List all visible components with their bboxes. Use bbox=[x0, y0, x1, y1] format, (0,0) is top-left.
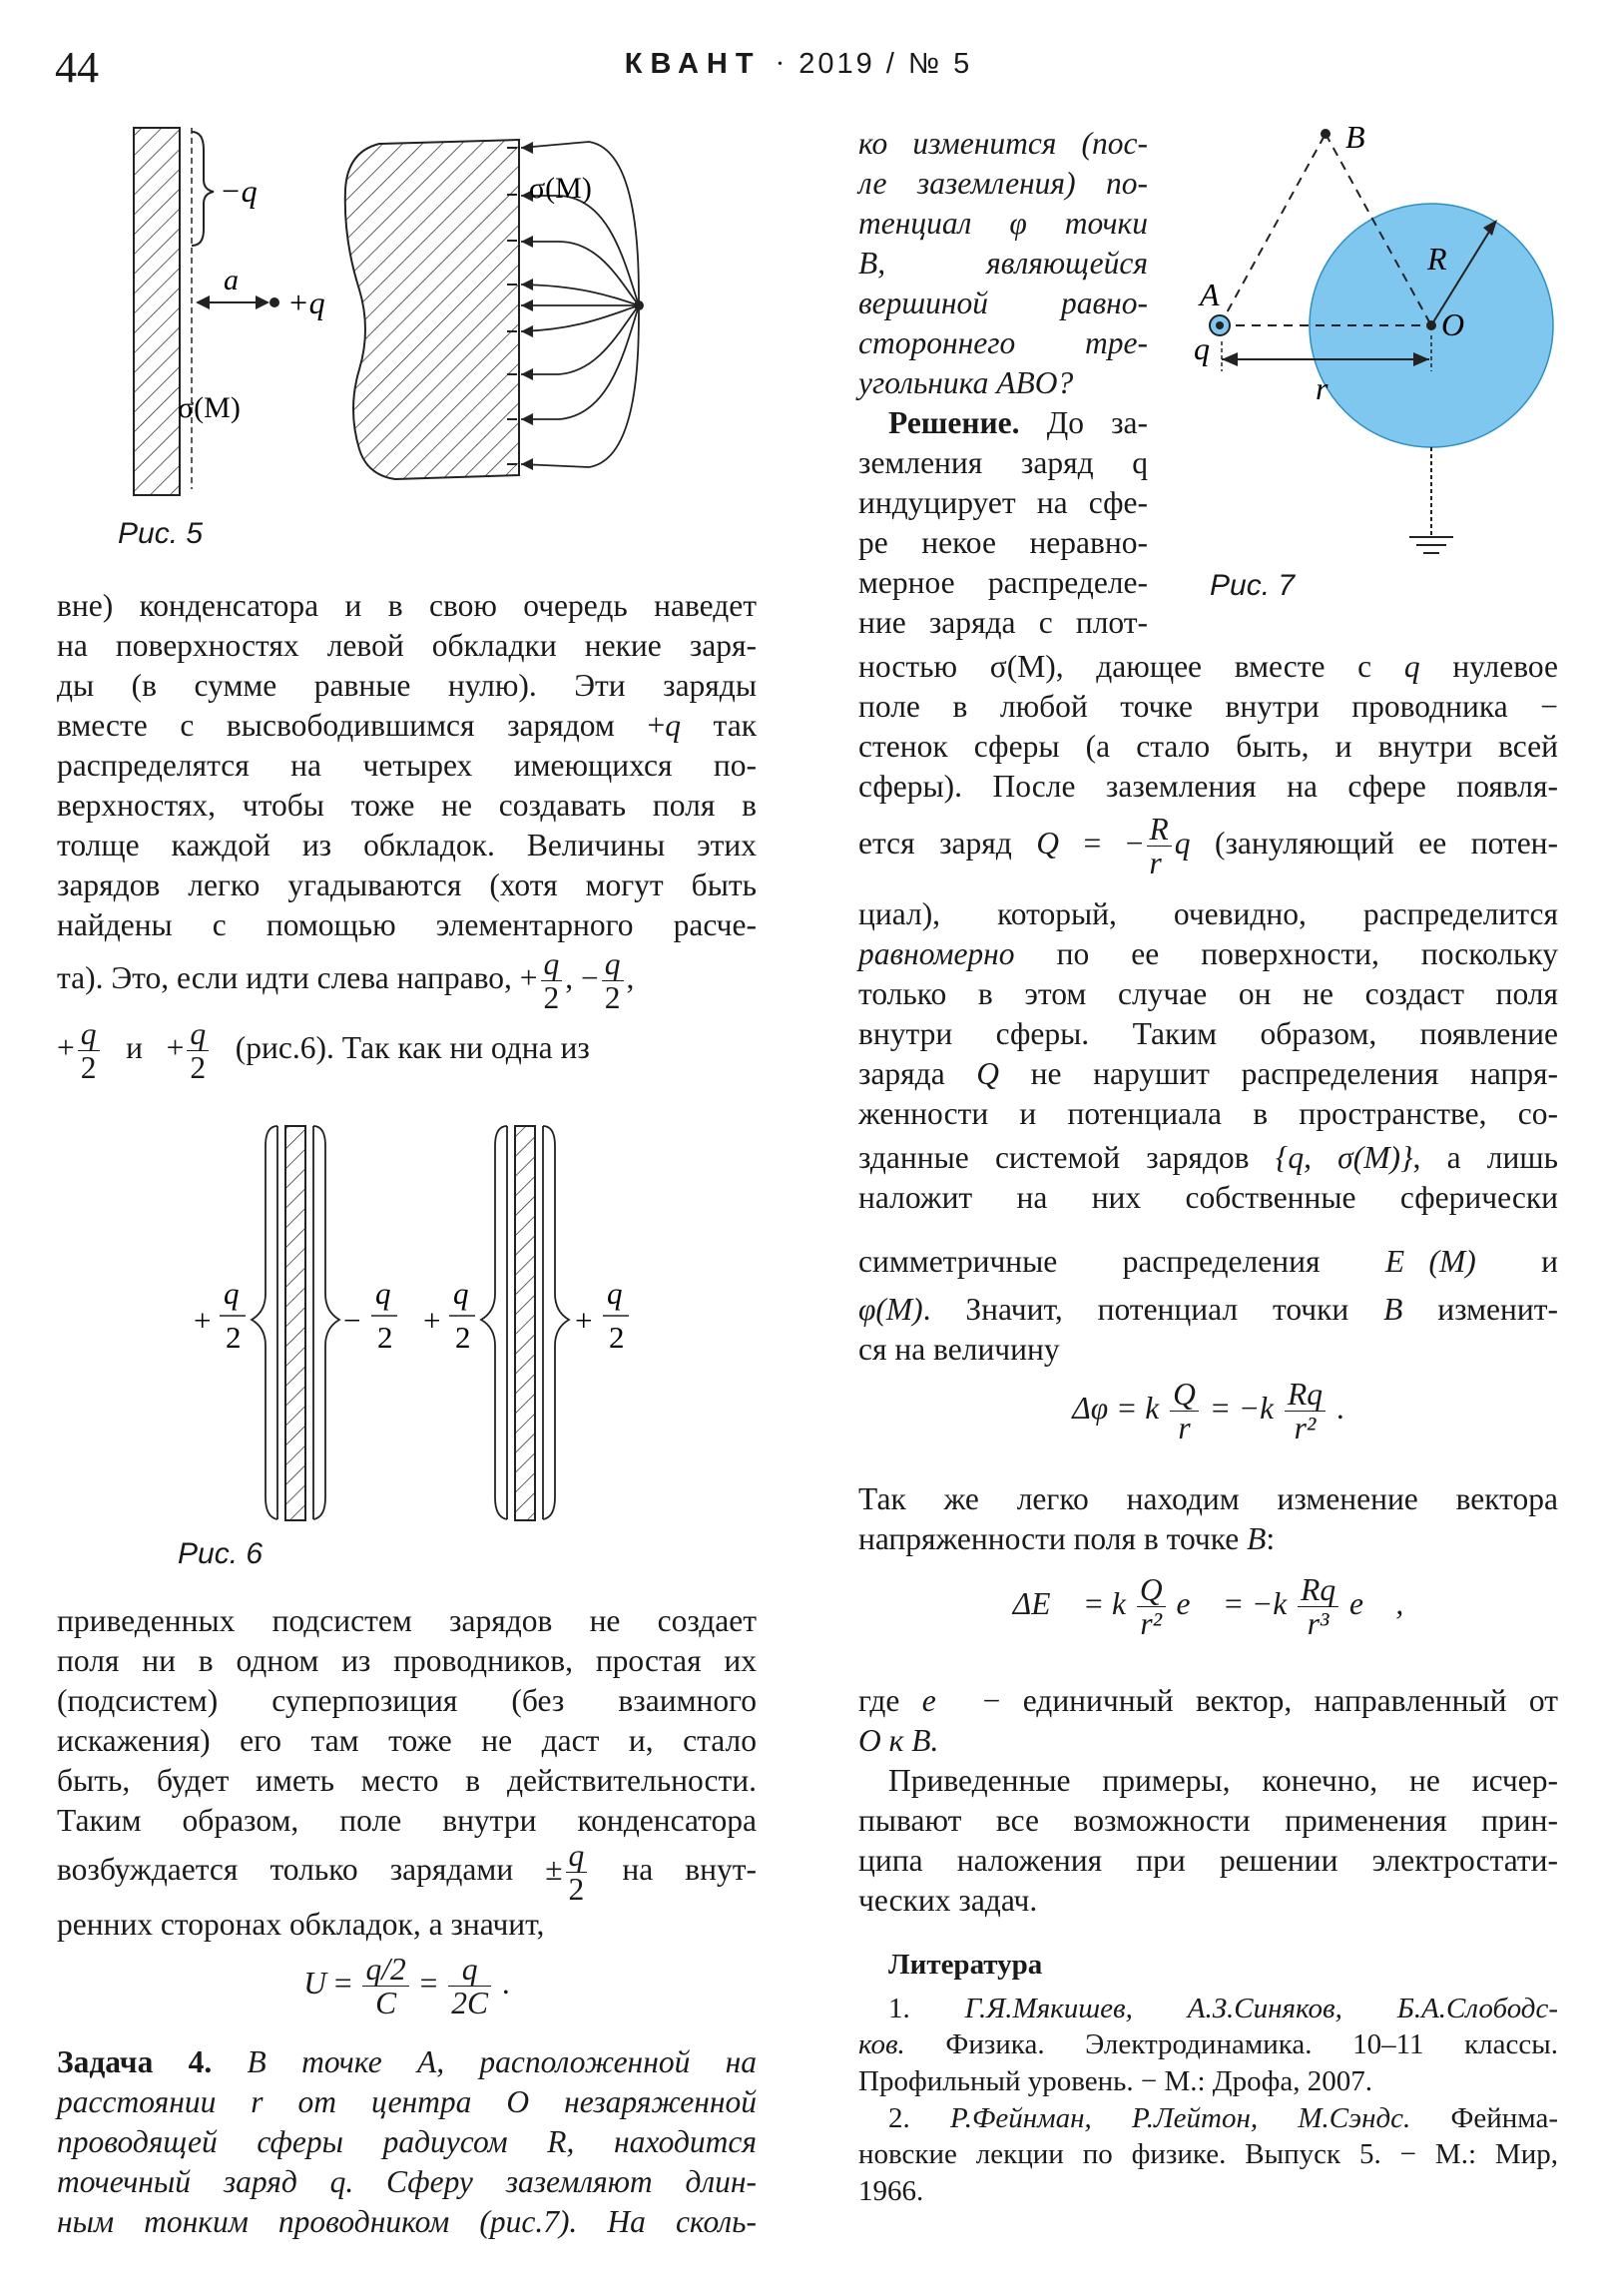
left-para-1-line-4: вместе с высвободившимся зарядом +q так bbox=[57, 708, 757, 743]
reference-1-line-2: ков. Физика. Электродинамика. 10–11 классы. bbox=[858, 2028, 1559, 2060]
solution-line-23: Так же легко находим изменение вектора bbox=[858, 1481, 1558, 1516]
task-4-line-1: Задача 4. В точке A, расположенной на bbox=[57, 2044, 757, 2079]
solution-line-15: внутри сферы. Таким образом, появление bbox=[858, 1016, 1558, 1051]
figure-5-caption: Рис. 5 bbox=[118, 517, 204, 550]
left-para-2-line-1: приведенных подсистем зарядов не создает bbox=[57, 1603, 757, 1638]
solution-line-14: только в этом случае он не создаст поля bbox=[858, 976, 1558, 1011]
solution-line-8: поле в любой точке внутри проводника − bbox=[858, 689, 1558, 724]
svg-text:2: 2 bbox=[377, 1320, 393, 1355]
svg-text:q: q bbox=[224, 1276, 240, 1311]
left-para-1-line-7: толще каждой из обкладок. Величины этих bbox=[57, 828, 757, 862]
right-task-line-2: ле заземления) по- bbox=[858, 166, 1148, 201]
formula-potential-change: Δφ = k $\frac{Q}{r}$ = −k $\frac{Rq}{\text{r²}}$ . bbox=[1072, 1377, 1344, 1446]
solution-line-12: циал), который, очевидно, распределится bbox=[858, 896, 1558, 931]
svg-text:q: q bbox=[453, 1276, 469, 1311]
left-para-1-line-10: та). Это, если идти слева направо, + $\frac{q}{2}$ , − $\frac{q}{2}$ , bbox=[57, 946, 635, 1016]
left-para-2-line-7: возбуждается только зарядами ± $\frac{q}{2}$ на внут- bbox=[57, 1838, 757, 1908]
solution-line-18: зданные системой зарядов {q, σ(M)}, а лишь bbox=[858, 1140, 1558, 1175]
left-para-1-line-11: + $\frac{q}{2}$ и + $\frac{q}{2}$ (рис.6). Так как ни одна из bbox=[57, 1016, 590, 1086]
left-para-1-line-8: зарядов легко угадываются (хотя могут быть bbox=[57, 867, 757, 902]
svg-text:2: 2 bbox=[455, 1320, 471, 1355]
conductor-body bbox=[345, 140, 519, 479]
solution-line-11: ется заряд Q = − $\frac{R}{r}$ q (зануляющий ее потен- bbox=[858, 812, 1559, 881]
reference-2-line-1: 2. Р.Фейнман, Р.Лейтон, М.Сэндс. Фейнма- bbox=[888, 2102, 1558, 2134]
solution-line-20: симметричные распределения E⃗(M) и bbox=[858, 1244, 1558, 1279]
label-b: B bbox=[1345, 119, 1365, 155]
conclusion-line-3: ципа наложения при решении электростати- bbox=[858, 1843, 1558, 1878]
formula-field-change: ΔE⃗ = k $\frac{Q}{\text{r²}}$ e⃗ = −k $\frac{Rq}{\text{r³}}$ e⃗ , bbox=[1012, 1572, 1404, 1642]
left-para-2-line-4: искажения) его там тоже не даст и, стало bbox=[57, 1723, 757, 1758]
task-4-line-4: точечный заряд q. Сферу заземляют длин- bbox=[57, 2164, 757, 2199]
right-task-line-3: тенциал φ точки bbox=[858, 206, 1148, 241]
left-para-1-line-2: на поверхностях левой обкладки некие заря- bbox=[57, 628, 757, 663]
task-4-line-2: расстоянии r от центра O незаряженной bbox=[57, 2084, 757, 2119]
label-sigma-m-right: σ(M) bbox=[529, 172, 592, 205]
left-para-2-line-6: Таким образом, поле внутри конденсатора bbox=[57, 1803, 757, 1838]
running-head-separator: · bbox=[775, 48, 786, 80]
solution-line-21: φ(M). Значит, потенциал точки B изменит- bbox=[858, 1292, 1559, 1327]
solution-line-10: сферы). После заземления на сфере появля- bbox=[858, 769, 1558, 804]
right-task-line-7: угольника ABO? bbox=[858, 365, 1074, 400]
solution-line-6: ние заряда с плот- bbox=[858, 605, 1148, 640]
right-task-line-5: вершиной равно- bbox=[858, 286, 1148, 320]
reference-1-line-3: Профильный уровень. − М.: Дрофа, 2007. bbox=[858, 2065, 1373, 2097]
figure-7-caption: Рис. 7 bbox=[1210, 569, 1296, 602]
right-task-line-4: B, являющейся bbox=[858, 246, 1148, 281]
solution-line-2: земления заряд q bbox=[858, 445, 1148, 480]
solution-line-4: ре некое неравно- bbox=[858, 525, 1148, 560]
left-para-2-line-5: быть, будет иметь место в действительности. bbox=[57, 1763, 757, 1798]
svg-text:+: + bbox=[575, 1303, 593, 1338]
svg-text:+: + bbox=[423, 1303, 441, 1338]
conclusion-line-1: Приведенные примеры, конечно, не исчер- bbox=[888, 1763, 1558, 1798]
plate-2 bbox=[515, 1126, 535, 1520]
svg-text:2: 2 bbox=[609, 1320, 625, 1355]
running-head bbox=[0, 48, 1597, 81]
reference-1-line-1: 1. Г.Я.Мякишев, А.З.Синяков, Б.А.Слободс- bbox=[888, 1993, 1559, 2024]
reference-2-line-2: новские лекции по физике. Выпуск 5. − М.: Мир, bbox=[858, 2138, 1558, 2170]
label-sigma-m-left: σ(M) bbox=[178, 391, 241, 424]
solution-line-16: заряда Q не нарушит распределения напря- bbox=[858, 1056, 1558, 1091]
solution-line-9: стенок сферы (а стало быть, и внутри всей bbox=[858, 729, 1558, 764]
solution-line-19: наложит на них собственные сферически bbox=[858, 1180, 1558, 1215]
solution-line-26: O к B. bbox=[858, 1723, 939, 1758]
conclusion-line-2: пывают все возможности применения прин- bbox=[858, 1803, 1558, 1838]
solution-line-22: ся на величину bbox=[858, 1332, 1060, 1367]
literature-heading: Литература bbox=[888, 1949, 1043, 1981]
label-o: O bbox=[1441, 306, 1465, 342]
label-r-distance: r bbox=[1316, 370, 1329, 406]
label-q: q bbox=[1194, 330, 1210, 366]
plate-1 bbox=[285, 1126, 305, 1520]
task-4-line-3: проводящей сферы радиусом R, находится bbox=[57, 2124, 757, 2159]
formula-capacitor-voltage: U = $\frac{q/2}{C}$ = $\frac{q}{2C}$ . bbox=[303, 1952, 510, 2021]
issue-number: 2019 / № 5 bbox=[798, 48, 973, 80]
right-task-line-1: ко изменится (пос- bbox=[858, 126, 1148, 161]
page-number: 44 bbox=[55, 43, 99, 92]
svg-text:+: + bbox=[194, 1303, 212, 1338]
left-para-2-line-8: ренних сторонах обкладок, а значит, bbox=[57, 1907, 545, 1942]
triangle-side-ab bbox=[1220, 134, 1326, 325]
left-para-2-line-3: (подсистем) суперпозиция (без взаимного bbox=[57, 1683, 757, 1718]
solution-line-5: мерное распределе- bbox=[858, 565, 1148, 600]
solution-line-7: ностью σ(M), дающее вместе с q нулевое bbox=[858, 649, 1559, 684]
solution-line-24: напряженности поля в точке B: bbox=[858, 1521, 1276, 1556]
brace-charge bbox=[192, 132, 214, 246]
journal-name: КВАНТ bbox=[624, 48, 762, 80]
left-para-1-line-9: найдены с помощью элементарного расче- bbox=[57, 907, 757, 942]
figure-6-caption: Рис. 6 bbox=[178, 1537, 264, 1570]
task-4-line-5: ным тонким проводником (рис.7). На сколь- bbox=[57, 2204, 757, 2239]
solution-line-17: женности и потенциала в пространстве, со- bbox=[858, 1096, 1558, 1131]
left-para-1-line-1: вне) конденсатора и в свою очередь наведет bbox=[57, 588, 757, 623]
left-para-2-line-2: поля ни в одном из проводников, простая их bbox=[57, 1643, 757, 1678]
solution-line-3: индуцирует на сфе- bbox=[858, 485, 1148, 520]
label-a-point: A bbox=[1200, 277, 1220, 312]
solution-line-25: где e⃗ − единичный вектор, направленный от bbox=[858, 1683, 1559, 1718]
solution-line-13: равномерно по ее поверхности, поскольку bbox=[858, 936, 1558, 971]
figure-6 bbox=[180, 1116, 659, 1535]
label-plus-q: +q bbox=[287, 285, 325, 320]
conclusion-line-4: ческих задач. bbox=[858, 1883, 1038, 1918]
plate-left bbox=[134, 128, 180, 495]
left-para-1-line-6: верхностях, чтобы тоже не создавать поля в bbox=[57, 788, 757, 823]
svg-text:2: 2 bbox=[226, 1320, 242, 1355]
solution-line-1: Решение. До за- bbox=[888, 405, 1149, 440]
svg-text:−: − bbox=[343, 1303, 361, 1338]
reference-2-line-3: 1966. bbox=[858, 2175, 924, 2207]
task-4-label: Задача 4. bbox=[57, 2044, 213, 2079]
solution-label: Решение. bbox=[888, 405, 1020, 440]
right-task-line-6: стороннего тре- bbox=[858, 325, 1148, 360]
figure-7 bbox=[1188, 110, 1587, 589]
label-minus-q: −q bbox=[220, 173, 258, 209]
svg-text:q: q bbox=[607, 1276, 623, 1311]
svg-text:q: q bbox=[375, 1276, 391, 1311]
figure-5 bbox=[120, 110, 659, 509]
left-para-1-line-5: распределятся на четырех имеющихся по- bbox=[57, 748, 757, 783]
left-para-1-line-3: ды (в сумме равные нулю). Эти заряды bbox=[57, 668, 757, 703]
label-a: a bbox=[224, 264, 239, 296]
label-r-radius: R bbox=[1427, 241, 1447, 277]
point-charge bbox=[269, 297, 279, 307]
